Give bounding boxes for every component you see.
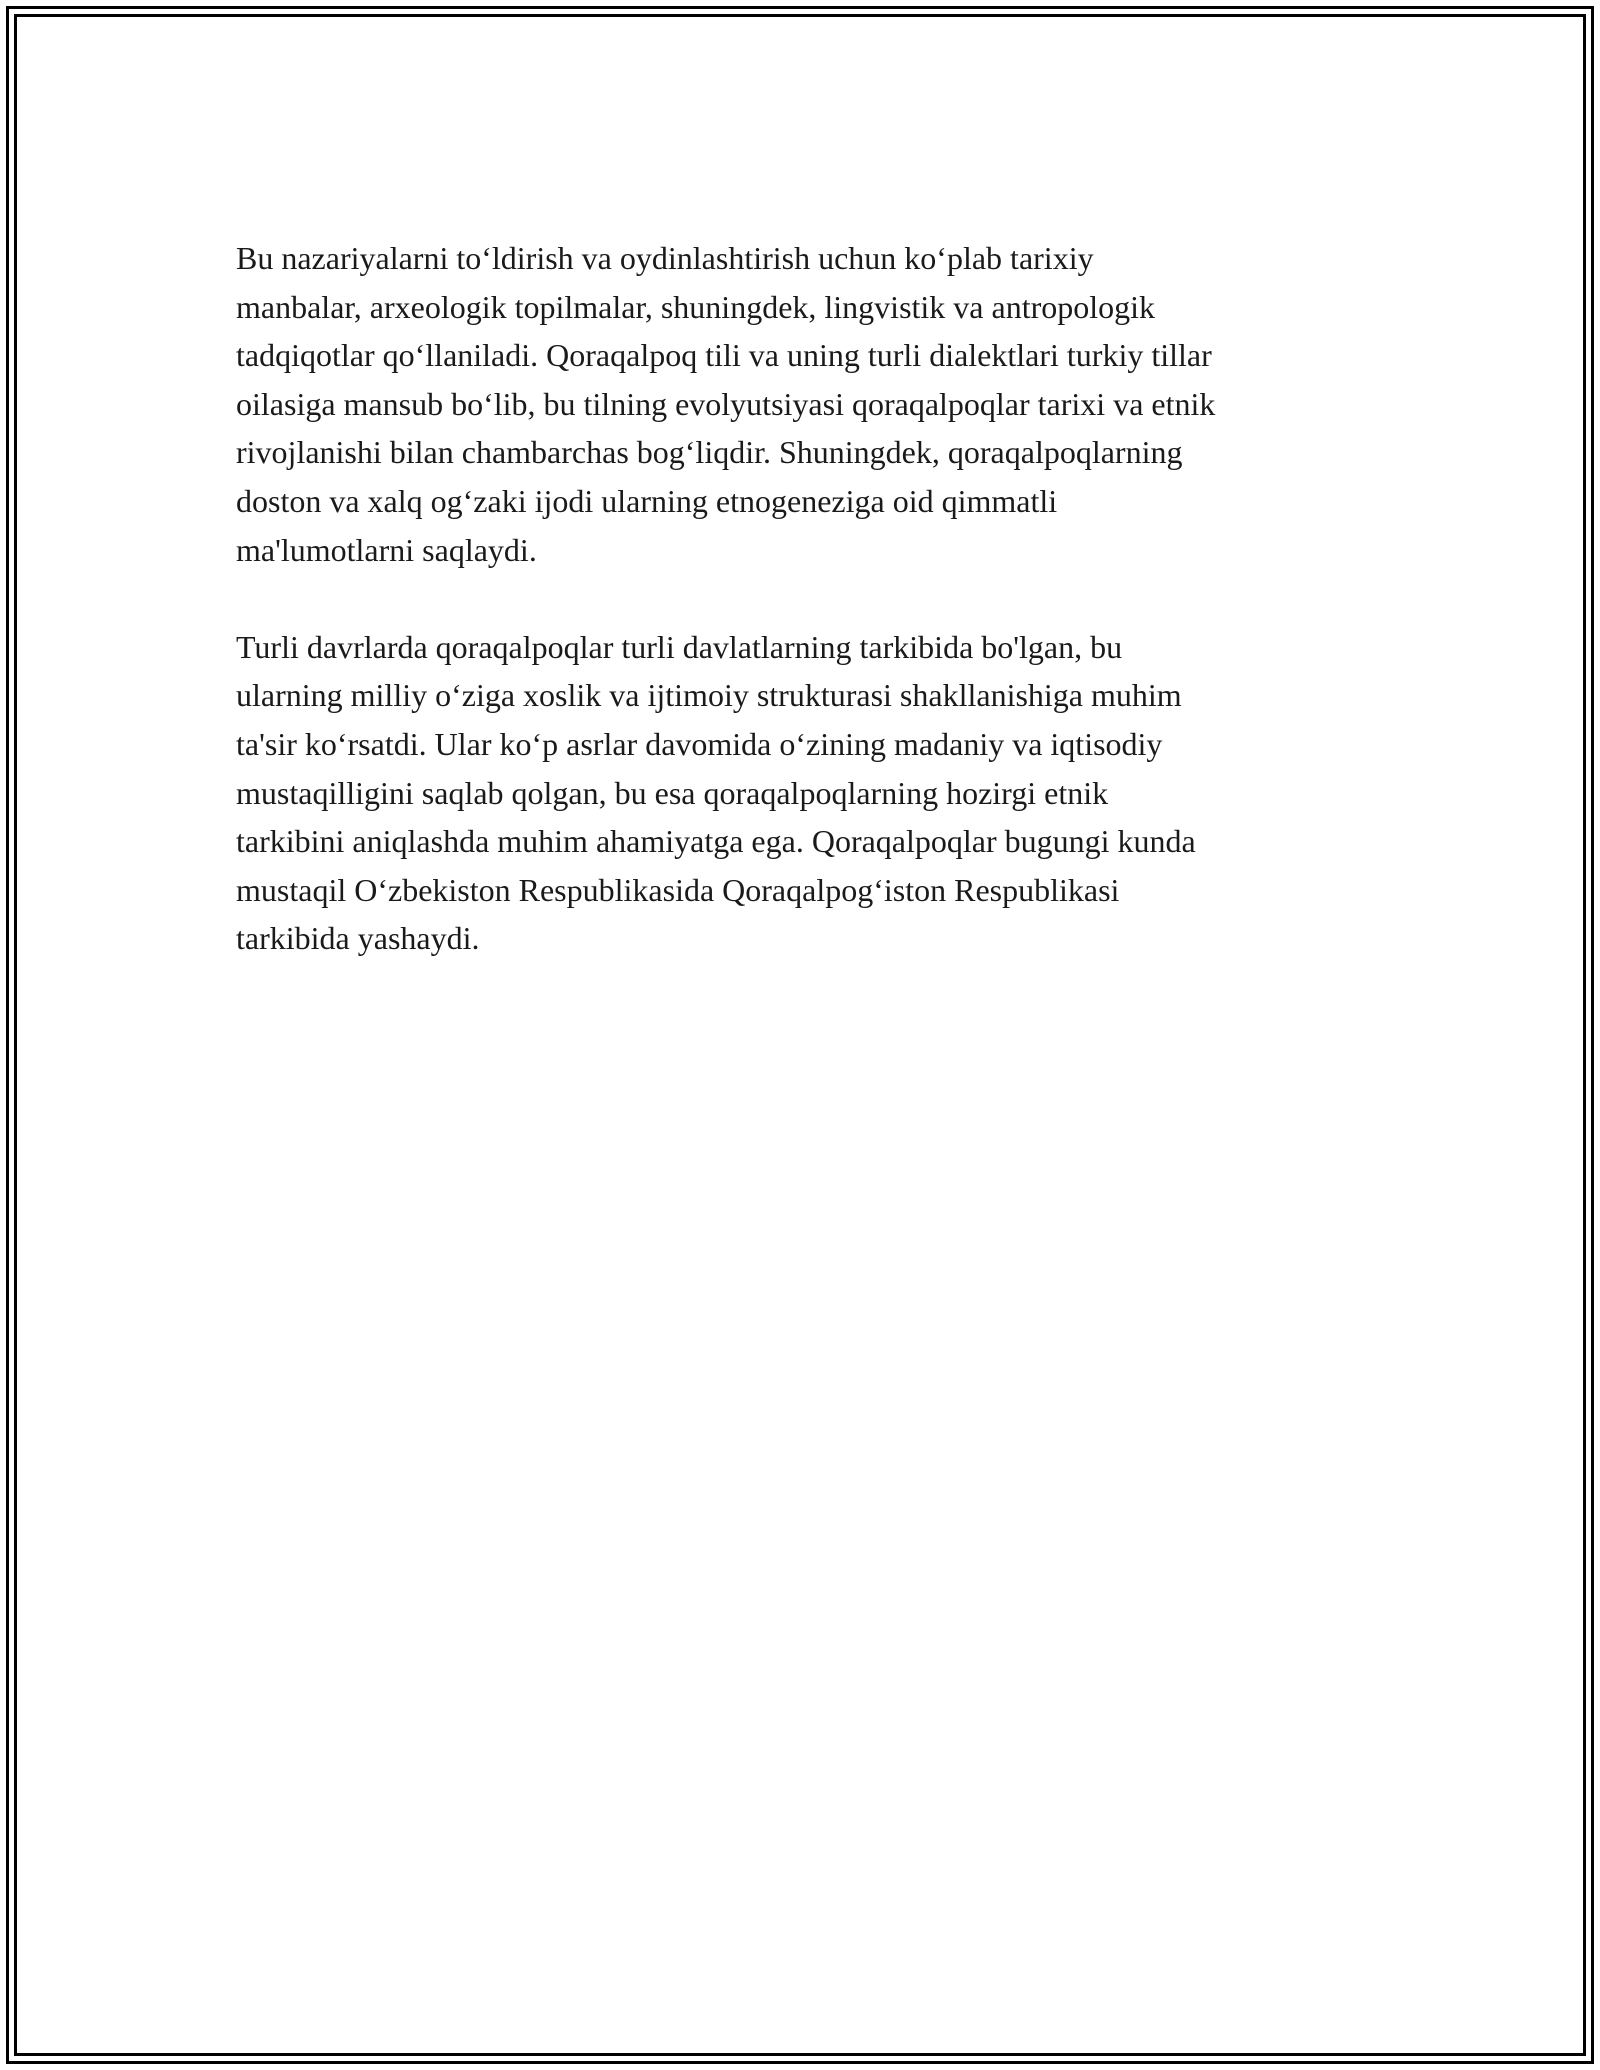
paragraph-2 <box>236 623 1376 963</box>
text-line: ularning milliy o‘ziga xoslik va ijtimoiy strukturasi shakllanishiga muhim <box>236 677 1182 714</box>
text-line: Bu nazariyalarni to‘ldirish va oydinlashtirish uchun ko‘plab tarixiy <box>236 240 1094 276</box>
text-line: ta'sir ko‘rsatdi. Ular ko‘p asrlar davomida o‘zining madaniy va iqtisodiy <box>236 725 1163 762</box>
text-line: tadqiqotlar qo‘llaniladi. Qoraqalpoq tili va uning turli dialektlari turkiy tillar <box>236 337 1212 374</box>
text-line: mustaqil O‘zbekiston Respublikasida Qoraqalpog‘iston Respublikasi <box>236 871 1120 908</box>
text-line: tarkibida yashaydi. <box>236 920 480 957</box>
text-line: rivojlanishi bilan chambarchas bog‘liqdir. Shuningdek, qoraqalpoqlarning <box>236 434 1183 471</box>
text-line: oilasiga mansub bo‘lib, bu tilning evolyutsiyasi qoraqalpoqlar tarixi va etnik <box>236 385 1216 422</box>
document-body <box>236 234 1376 963</box>
text-line: manbalar, arxeologik topilmalar, shuningdek, lingvistik va antropologik <box>236 288 1156 325</box>
text-line: tarkibini aniqlashda muhim ahamiyatga ega. Qoraqalpoqlar bugungi kunda <box>236 823 1196 860</box>
text-line: ma'lumotlarni saqlaydi. <box>236 531 537 568</box>
text-line: doston va xalq og‘zaki ijodi ularning etnogeneziga oid qimmatli <box>236 482 1058 519</box>
paragraph-1 <box>236 234 1376 574</box>
text-line: Turli davrlarda qoraqalpoqlar turli davlatlarning tarkibida bo'lgan, bu <box>236 628 1123 665</box>
text-line: mustaqilligini saqlab qolgan, bu esa qoraqalpoqlarning hozirgi etnik <box>236 774 1109 811</box>
